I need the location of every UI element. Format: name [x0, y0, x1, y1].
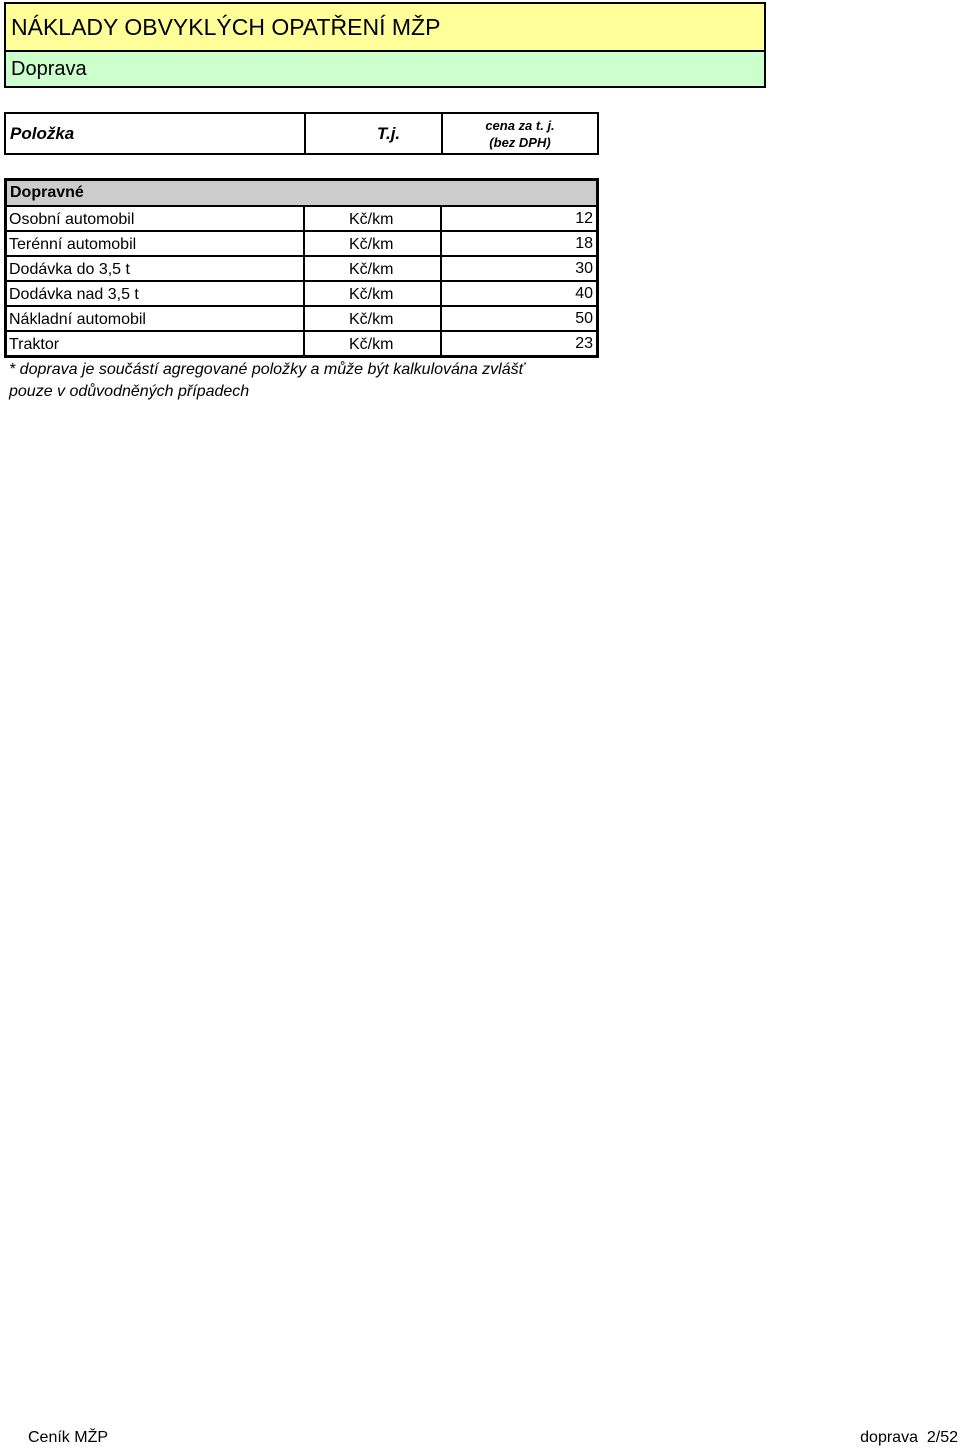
footer-left: Ceník MŽP [28, 1429, 109, 1446]
row-name: Osobní automobil [7, 207, 305, 230]
footnote-line2: pouze v odůvodněných případech [9, 383, 250, 400]
row-name: Terénní automobil [7, 232, 305, 255]
row-price: 30 [575, 260, 593, 277]
row-unit: Kč/km [305, 332, 442, 355]
footer-page-number: doprava 2/52 [860, 1429, 958, 1446]
page-title: NÁKLADY OBVYKLÝCH OPATŘENÍ MŽP [6, 4, 764, 52]
table-row [7, 257, 596, 282]
row-price: 18 [575, 235, 593, 252]
row-price: 40 [575, 285, 593, 302]
row-unit: Kč/km [305, 282, 442, 305]
footnote [9, 359, 609, 403]
table-row [7, 332, 596, 355]
table-row [7, 207, 596, 232]
row-name: Dodávka nad 3,5 t [7, 282, 305, 305]
header-price-line1: cena za t. j. [485, 117, 555, 133]
row-name: Nákladní automobil [7, 307, 305, 330]
row-price: 50 [575, 310, 593, 327]
header-item: Položka [6, 114, 306, 153]
row-name: Dodávka do 3,5 t [7, 257, 305, 280]
row-price: 12 [575, 210, 593, 227]
row-unit: Kč/km [305, 207, 442, 230]
header-price-line2: (bez DPH) [489, 134, 551, 150]
footnote-line1: * doprava je součástí agregované položky a může být kalkulována zvlášť [9, 361, 525, 378]
header-price [443, 114, 597, 153]
row-price: 23 [575, 335, 593, 352]
row-unit: Kč/km [305, 307, 442, 330]
table-row [7, 307, 596, 332]
row-unit: Kč/km [305, 232, 442, 255]
section-header: Dopravné [7, 181, 596, 207]
table-row [7, 282, 596, 307]
page-subtitle: Doprava [6, 52, 764, 86]
price-table [4, 178, 599, 358]
table-row [7, 232, 596, 257]
row-name: Traktor [7, 332, 305, 355]
header-unit: T.j. [306, 114, 443, 153]
row-unit: Kč/km [305, 257, 442, 280]
column-header [4, 112, 599, 155]
title-block [4, 2, 766, 88]
